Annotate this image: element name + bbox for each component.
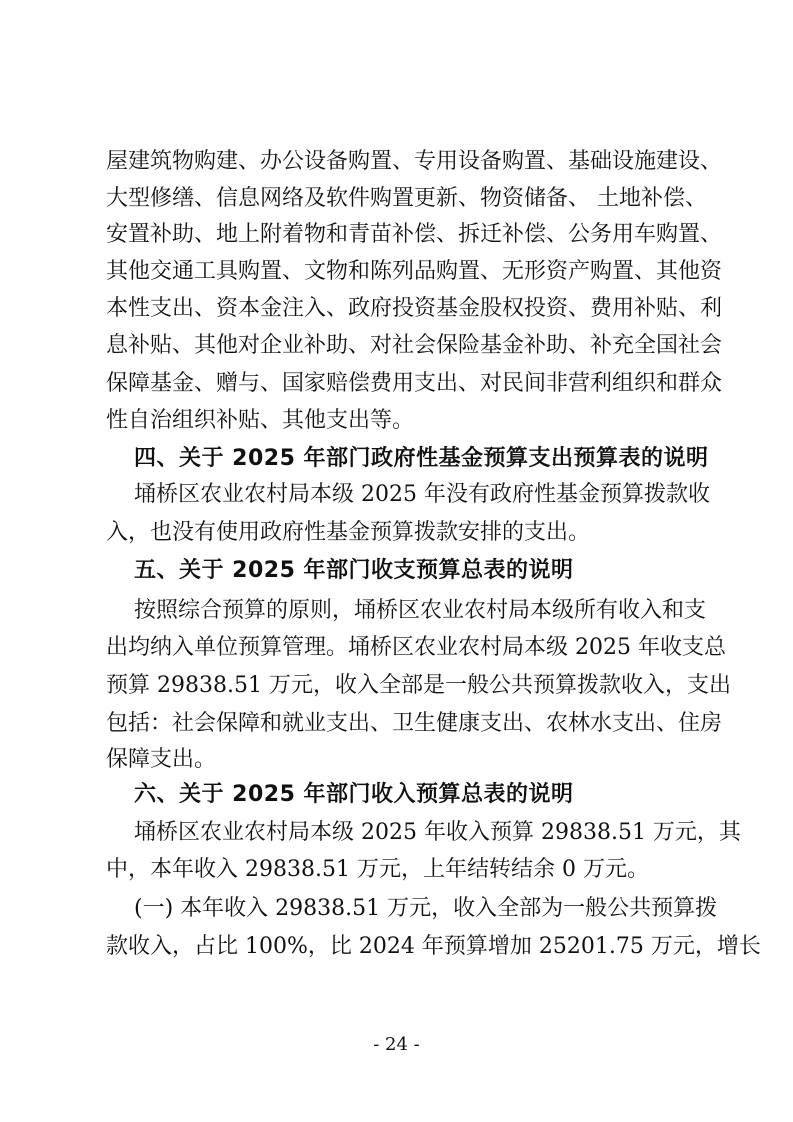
paragraph-line: 其他交通工具购置、文物和陈列品购置、无形资产购置、其他资 [106, 259, 723, 284]
paragraph-line: 性自治组织补贴、其他支出等。 [106, 408, 415, 433]
paragraph-line: 预算 29838.51 万元，收入全部是一般公共预算拨款收入，支出 [106, 673, 731, 698]
paragraph-line: 本性支出、资本金注入、政府投资基金股权投资、费用补贴、利 [106, 296, 723, 321]
section-heading-4: 四、关于 2025 年部门政府性基金预算支出预算表的说明 [134, 446, 709, 471]
paragraph-line: 息补贴、其他对企业补助、对社会保险基金补助、补充全国社会 [106, 333, 723, 358]
page-number: - 24 - [373, 1034, 420, 1055]
paragraph-line: 出均纳入单位预算管理。埇桥区农业农村局本级 2025 年收支总 [106, 635, 726, 660]
paragraph-line: 屋建筑物购建、办公设备购置、专用设备购置、基础设施建设、 [106, 149, 723, 174]
paragraph-line: 款收入，占比 100%，比 2024 年预算增加 25201.75 万元，增长 [106, 934, 761, 959]
paragraph-line: 安置补助、地上附着物和青苗补偿、拆迁补偿、公务用车购置、 [106, 222, 723, 247]
paragraph-line: 按照综合预算的原则，埇桥区农业农村局本级所有收入和支 [134, 598, 707, 623]
paragraph-line: 大型修缮、信息网络及软件购置更新、物资储备、 土地补偿、 [106, 186, 707, 211]
paragraph-line: 包括：社会保障和就业支出、卫生健康支出、农林水支出、住房 [106, 711, 723, 736]
paragraph-line: 埇桥区农业农村局本级 2025 年收入预算 29838.51 万元，其 [134, 820, 741, 845]
paragraph-line: (一) 本年收入 29838.51 万元，收入全部为一般公共预算拨 [134, 896, 718, 921]
paragraph-line: 入，也没有使用政府性基金预算拨款安排的支出。 [106, 520, 591, 545]
paragraph-line: 保障支出。 [106, 747, 217, 772]
paragraph-line: 埇桥区农业农村局本级 2025 年没有政府性基金预算拨款收 [134, 482, 710, 507]
paragraph-line: 中，本年收入 29838.51 万元，上年结转结余 0 万元。 [106, 857, 649, 882]
section-heading-6: 六、关于 2025 年部门收入预算总表的说明 [134, 782, 574, 807]
paragraph-line: 保障基金、赠与、国家赔偿费用支出、对民间非营利组织和群众 [106, 371, 723, 396]
section-heading-5: 五、关于 2025 年部门收支预算总表的说明 [134, 558, 574, 583]
